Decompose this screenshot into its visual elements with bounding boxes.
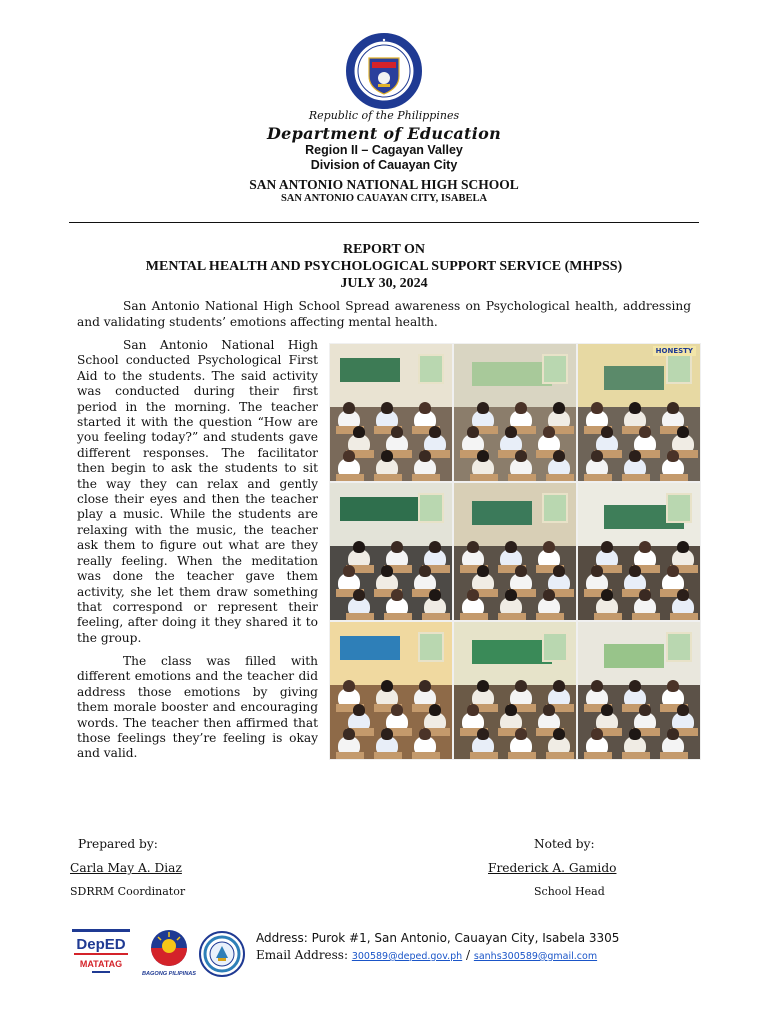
- classroom-window: [418, 493, 444, 523]
- student-head: [591, 680, 603, 692]
- student-head: [429, 541, 441, 553]
- student-head: [553, 402, 565, 414]
- student-head: [343, 402, 355, 414]
- student-head: [391, 704, 403, 716]
- student-head: [667, 680, 679, 692]
- student-head: [553, 450, 565, 462]
- deped-logo-text: DepED: [76, 936, 126, 953]
- student-head: [601, 589, 613, 601]
- noted-by-name: Frederick A. Gamido: [488, 861, 617, 875]
- student-desk: [470, 752, 498, 760]
- deped-matatag-logo: [72, 929, 130, 977]
- student-head: [515, 728, 527, 740]
- student-head: [391, 541, 403, 553]
- student-head: [467, 589, 479, 601]
- prepared-by-name: Carla May A. Diaz: [70, 861, 182, 875]
- student-head: [343, 680, 355, 692]
- student-head: [639, 426, 651, 438]
- gmail-email-link[interactable]: sanhs300589@gmail.com: [473, 951, 598, 962]
- student-head: [591, 450, 603, 462]
- student-desk: [546, 752, 574, 760]
- email-separator: /: [462, 948, 474, 962]
- student-head: [419, 565, 431, 577]
- classroom-window: [418, 632, 444, 662]
- classroom-banner: HONESTY: [653, 346, 696, 356]
- classroom-photo-5: [453, 482, 577, 621]
- bagong-pilipinas-logo: [140, 928, 198, 978]
- body-paragraph-2: The class was filled with different emotions and the teacher did address those emotions by giving them morale booster and encouraging words. The teacher then affirmed that those feelings they’re feeling is okay and valid.: [77, 654, 318, 761]
- student-head: [391, 589, 403, 601]
- classroom-window: [666, 632, 692, 662]
- student-head: [477, 728, 489, 740]
- student-head: [677, 541, 689, 553]
- student-head: [477, 680, 489, 692]
- student-desk: [584, 474, 612, 482]
- student-head: [553, 680, 565, 692]
- student-head: [543, 541, 555, 553]
- student-head: [419, 450, 431, 462]
- region-line: Region II – Cagayan Valley: [305, 143, 463, 157]
- report-title-line2: MENTAL HEALTH AND PSYCHOLOGICAL SUPPORT SERVICE (MHPSS): [145, 259, 623, 274]
- email-label: Email Address:: [256, 948, 352, 962]
- school-name: SAN ANTONIO NATIONAL HIGH SCHOOL: [249, 177, 519, 192]
- student-head: [639, 589, 651, 601]
- intro-paragraph: San Antonio National High School Spread awareness on Psychological health, addressing and validating students’ emotions affecting mental health.: [77, 299, 691, 329]
- student-head: [467, 704, 479, 716]
- student-head: [353, 541, 365, 553]
- student-head: [353, 704, 365, 716]
- student-head: [343, 565, 355, 577]
- noted-by-role: School Head: [534, 885, 605, 898]
- student-head: [477, 450, 489, 462]
- chalkboard: [340, 358, 400, 382]
- school-address: SAN ANTONIO CAUAYAN CITY, ISABELA: [280, 193, 488, 204]
- student-desk: [498, 613, 526, 621]
- student-desk: [660, 752, 688, 760]
- school-logo: [196, 930, 248, 978]
- student-head: [391, 426, 403, 438]
- student-desk: [584, 752, 612, 760]
- student-desk: [622, 752, 650, 760]
- student-head: [505, 541, 517, 553]
- student-head: [467, 426, 479, 438]
- chalkboard: [604, 366, 664, 390]
- student-head: [429, 589, 441, 601]
- student-desk: [460, 613, 488, 621]
- student-desk: [336, 474, 364, 482]
- student-head: [429, 426, 441, 438]
- chalkboard: [472, 640, 552, 664]
- student-head: [419, 680, 431, 692]
- student-head: [667, 450, 679, 462]
- classroom-photo-3: [577, 343, 701, 482]
- student-head: [591, 728, 603, 740]
- prepared-by-label: Prepared by:: [78, 837, 158, 851]
- student-desk: [594, 613, 622, 621]
- classroom-window: [542, 493, 568, 523]
- header-divider: [69, 222, 699, 223]
- classroom-photo-6: [577, 482, 701, 621]
- chalkboard: [340, 636, 400, 660]
- report-date: JULY 30, 2024: [340, 276, 428, 291]
- noted-by-label: Noted by:: [534, 837, 595, 851]
- student-head: [505, 589, 517, 601]
- student-head: [629, 402, 641, 414]
- department-name: Department of Education: [266, 124, 502, 143]
- student-desk: [374, 474, 402, 482]
- student-head: [381, 565, 393, 577]
- student-head: [419, 728, 431, 740]
- student-head: [601, 704, 613, 716]
- student-head: [515, 402, 527, 414]
- student-head: [667, 728, 679, 740]
- chalkboard: [472, 501, 532, 525]
- student-desk: [508, 752, 536, 760]
- student-head: [667, 565, 679, 577]
- footer-address: Address: Purok #1, San Antonio, Cauayan City, Isabela 3305: [256, 931, 620, 945]
- student-head: [477, 402, 489, 414]
- classroom-window: [666, 493, 692, 523]
- student-desk: [374, 752, 402, 760]
- student-head: [639, 541, 651, 553]
- prepared-by-role: SDRRM Coordinator: [70, 885, 186, 898]
- classroom-photo-4: [329, 482, 453, 621]
- student-head: [677, 426, 689, 438]
- student-head: [353, 426, 365, 438]
- student-head: [553, 728, 565, 740]
- bagong-pilipinas-text: BAGONG PILIPINAS: [141, 971, 197, 977]
- classroom-photo-7: [329, 621, 453, 760]
- student-head: [467, 541, 479, 553]
- student-desk: [384, 613, 412, 621]
- student-head: [601, 426, 613, 438]
- student-head: [543, 589, 555, 601]
- report-title-line1: REPORT ON: [342, 242, 426, 257]
- student-head: [343, 728, 355, 740]
- student-desk: [422, 613, 450, 621]
- student-head: [505, 704, 517, 716]
- student-head: [629, 680, 641, 692]
- student-head: [639, 704, 651, 716]
- classroom-photo-1: [329, 343, 453, 482]
- student-head: [591, 402, 603, 414]
- classroom-photo-8: [453, 621, 577, 760]
- classroom-window: [542, 632, 568, 662]
- student-desk: [622, 474, 650, 482]
- student-head: [677, 704, 689, 716]
- student-head: [429, 704, 441, 716]
- chalkboard: [604, 644, 664, 668]
- photo-collage: [329, 343, 701, 760]
- classroom-photo-9: [577, 621, 701, 760]
- student-head: [381, 680, 393, 692]
- student-desk: [346, 613, 374, 621]
- student-desk: [336, 752, 364, 760]
- student-head: [381, 402, 393, 414]
- student-head: [629, 450, 641, 462]
- student-head: [677, 589, 689, 601]
- student-head: [591, 565, 603, 577]
- student-desk: [536, 613, 564, 621]
- student-head: [667, 402, 679, 414]
- student-head: [515, 565, 527, 577]
- student-desk: [508, 474, 536, 482]
- student-desk: [632, 613, 660, 621]
- student-head: [553, 565, 565, 577]
- student-head: [543, 704, 555, 716]
- deped-email-link[interactable]: 300589@deped.gov.ph: [351, 951, 463, 962]
- student-desk: [412, 752, 440, 760]
- division-line: Division of Cauayan City: [310, 158, 458, 172]
- classroom-window: [418, 354, 444, 384]
- student-head: [505, 426, 517, 438]
- student-head: [477, 565, 489, 577]
- student-head: [629, 565, 641, 577]
- student-head: [543, 426, 555, 438]
- student-head: [515, 450, 527, 462]
- student-desk: [412, 474, 440, 482]
- chalkboard: [472, 362, 552, 386]
- student-desk: [470, 474, 498, 482]
- classroom-window: [542, 354, 568, 384]
- student-head: [419, 402, 431, 414]
- matatag-logo-text: MATATAG: [79, 959, 123, 969]
- student-head: [381, 450, 393, 462]
- student-head: [601, 541, 613, 553]
- footer-email-line: [256, 948, 597, 962]
- body-paragraph-1: San Antonio National High School conducted Psychological First Aid to the students. The said activity was conducted during their first period in the morning. The teacher started it with the question “How are you feeling today?” and students gave different responses. The facilitator then begin to ask the students to sit the way they can relax and gently close their eyes and then the teacher play a music. While the students are relaxing with the music, the teacher ask them to figure out what are they really feeling. When the meditation was done the teacher gave them activity, she let them draw something that correspond or represent their feeling, after doing it they shared it to the group.: [77, 338, 318, 645]
- classroom-window: [666, 354, 692, 384]
- classroom-photo-2: [453, 343, 577, 482]
- republic-line: Republic of the Philippines: [308, 109, 460, 122]
- chalkboard: [340, 497, 420, 521]
- deped-seal-logo: [345, 32, 423, 110]
- student-desk: [670, 613, 698, 621]
- student-desk: [546, 474, 574, 482]
- student-head: [515, 680, 527, 692]
- student-head: [629, 728, 641, 740]
- student-desk: [660, 474, 688, 482]
- student-head: [353, 589, 365, 601]
- student-head: [381, 728, 393, 740]
- student-head: [343, 450, 355, 462]
